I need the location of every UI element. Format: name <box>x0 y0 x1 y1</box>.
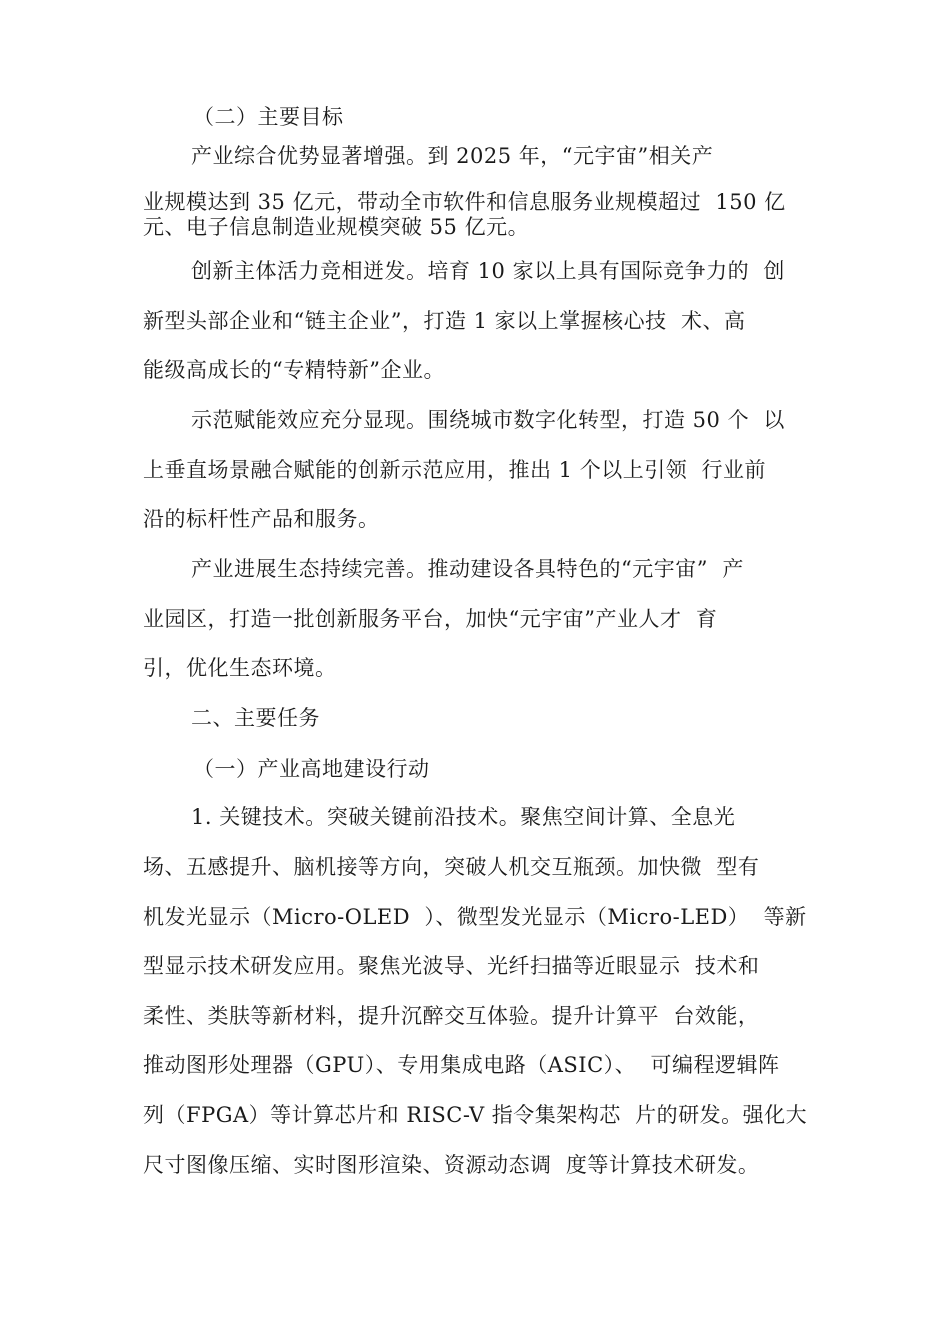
paragraph-goal4-line2: 业园区，打造一批创新服务平台，加快“元宇宙”产业人才 育 <box>143 607 718 631</box>
paragraph-task1-line2: 场、五感提升、脑机接等方向，突破人机交互瓶颈。加快微 型有 <box>143 855 760 879</box>
paragraph-goal1-line1: 产业综合优势显著增强。到 2025 年，“元宇宙”相关产 <box>191 144 714 168</box>
paragraph-goal3-line3: 沿的标杆性产品和服务。 <box>143 507 380 531</box>
paragraph-task1-line8: 尺寸图像压缩、实时图形渲染、资源动态调 度等计算技术研发。 <box>143 1153 760 1177</box>
paragraph-goal3-line2: 上垂直场景融合赋能的创新示范应用，推出 1 个以上引领 行业前 <box>143 458 767 482</box>
paragraph-goal2-line1: 创新主体活力竞相迸发。培育 10 家以上具有国际竞争力的 创 <box>191 259 785 283</box>
subsection-heading-goals: （二）主要目标 <box>193 105 344 129</box>
paragraph-task1-line6: 推动图形处理器（GPU）、专用集成电路（ASIC）、 可编程逻辑阵 <box>143 1053 780 1077</box>
paragraph-goal2-line2: 新型头部企业和“链主企业”，打造 1 家以上掌握核心技 术、高 <box>143 309 746 333</box>
paragraph-task1-line7: 列（FPGA）等计算芯片和 RISC-V 指令集架构芯 片的研发。强化大 <box>143 1103 808 1127</box>
paragraph-goal4-line1: 产业进展生态持续完善。推动建设各具特色的“元宇宙” 产 <box>191 557 744 581</box>
subsection-heading-industry-highland: （一）产业高地建设行动 <box>193 757 430 781</box>
paragraph-task1-line4: 型显示技术研发应用。聚焦光波导、光纤扫描等近眼显示 技术和 <box>143 954 760 978</box>
paragraph-task1-line1: 1. 关键技术。突破关键前沿技术。聚焦空间计算、全息光 <box>191 805 736 829</box>
paragraph-task1-line5: 柔性、类肤等新材料，提升沉醉交互体验。提升计算平 台效能， <box>143 1004 760 1028</box>
paragraph-goal1-line2: 业规模达到 35 亿元，带动全市软件和信息服务业规模超过 150 亿 <box>143 190 786 214</box>
paragraph-goal3-line1: 示范赋能效应充分显现。围绕城市数字化转型，打造 50 个 以 <box>191 408 785 432</box>
paragraph-goal1-line3: 元、电子信息制造业规模突破 55 亿元。 <box>143 215 530 239</box>
section-heading-main-tasks: 二、主要任务 <box>191 706 320 730</box>
paragraph-task1-line3: 机发光显示（Micro-OLED ）、微型发光显示（Micro-LED） 等新 <box>143 905 807 929</box>
paragraph-goal4-line3: 引，优化生态环境。 <box>143 656 337 680</box>
paragraph-goal2-line3: 能级高成长的“专精特新”企业。 <box>143 358 445 382</box>
